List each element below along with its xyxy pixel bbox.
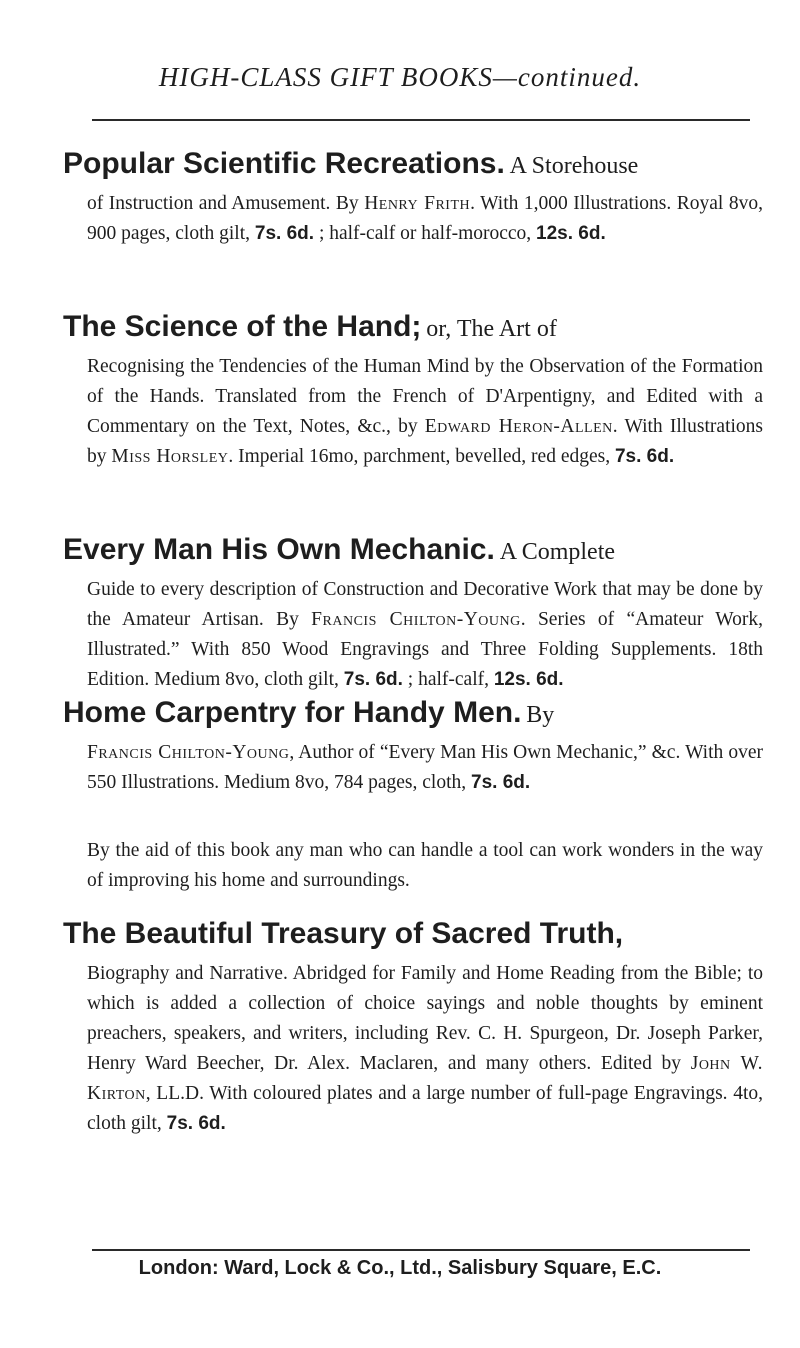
illustrator-name: Miss Horsley: [111, 446, 229, 467]
price: 7s. 6d.: [471, 772, 531, 793]
book-entry-science-of-the-hand: [63, 302, 763, 472]
book-title: The Beautiful Treasury of Sacred Truth,: [63, 917, 624, 950]
book-entry-every-man-his-own-mechanic: [63, 525, 763, 695]
book-subtitle: By: [526, 702, 555, 728]
book-entry-beautiful-treasury: [63, 909, 763, 1139]
price: 12s. 6d.: [536, 223, 606, 244]
book-entry-home-carpentry: [63, 688, 763, 798]
book-note: By the aid of this book any man who can handle a tool can work wonders in the way of improving his home and surroundings.: [87, 840, 763, 891]
price: 7s. 6d.: [166, 1113, 226, 1134]
book-title: Every Man His Own Mechanic.: [63, 533, 495, 566]
author-name: Henry Frith: [364, 193, 471, 214]
running-head: HIGH-CLASS GIFT BOOKS—continued.: [158, 62, 642, 92]
book-subtitle: A Complete: [499, 539, 616, 565]
price: 7s. 6d.: [614, 446, 675, 467]
book-subtitle: A Storehouse: [509, 153, 639, 179]
book-description: of Instruction and Amusement. By Henry Frith. With 1,000 Illustrations. Royal 8vo, 900 pages, cloth gilt, 7s. 6d. ; half-calf or half-morocco, 12s. 6d.: [87, 193, 763, 244]
price: 7s. 6d.: [343, 669, 403, 690]
author-name: Francis Chilton-Young: [87, 742, 290, 763]
publisher-imprint: London: Ward, Lock & Co., Ltd., Salisbury Square, E.C.: [138, 1257, 662, 1279]
book-title: Popular Scientific Recreations.: [63, 147, 505, 180]
book-title: The Science of the Hand;: [63, 310, 422, 343]
author-name: Edward Heron-Allen: [424, 416, 613, 437]
header-rule: [92, 119, 750, 121]
book-title: Home Carpentry for Handy Men.: [63, 696, 522, 729]
book-subtitle: or, The Art of: [426, 316, 557, 342]
book-description: Guide to every description of Construction and Decorative Work that may be done by the Amateur Artisan. By Francis Chilton-Young. Series of “Amateur Work, Illustrated.” With 850 Wood Engravings and Three Folding Supplements. 18th Edition. Medium 8vo, cloth gilt, 7s. 6d. ; half-calf, 12s. 6d.: [87, 579, 764, 690]
book-description: Biography and Narrative. Abridged for Family and Home Reading from the Bible; to which is added a collection of choice sayings and noble thoughts by eminent preachers, speakers, and writers, including Rev. C. H. Spurgeon, Dr. Joseph Parker, Henry Ward Beecher, Dr. Alex. Maclaren, and many others. Edited by John W. Kirton, LL.D. With coloured plates and a large number of full-page Engravings. 4to, cloth gilt, 7s. 6d.: [87, 963, 763, 1134]
price: 7s. 6d.: [254, 223, 315, 244]
author-name: John W. Kirton: [87, 1053, 763, 1104]
footer-rule: [92, 1249, 750, 1251]
author-name: Francis Chilton-Young: [311, 609, 521, 630]
book-entry-popular-scientific-recreations: [63, 139, 763, 249]
book-description: Francis Chilton-Young, Author of “Every Man His Own Mechanic,” &c. With over 550 Illustrations. Medium 8vo, 784 pages, cloth, 7s. 6d.: [87, 742, 763, 793]
price: 12s. 6d.: [493, 669, 564, 690]
book-description: Recognising the Tendencies of the Human Mind by the Observation of the Formation of the Hands. Translated from the French of D'Arpentigny, and Edited with a Commentary on the Text, Notes, &c., by Edward Heron-Allen. With Illustrations by Miss Horsley. Imperial 16mo, parchment, bevelled, red edges, 7s. 6d.: [87, 356, 763, 467]
